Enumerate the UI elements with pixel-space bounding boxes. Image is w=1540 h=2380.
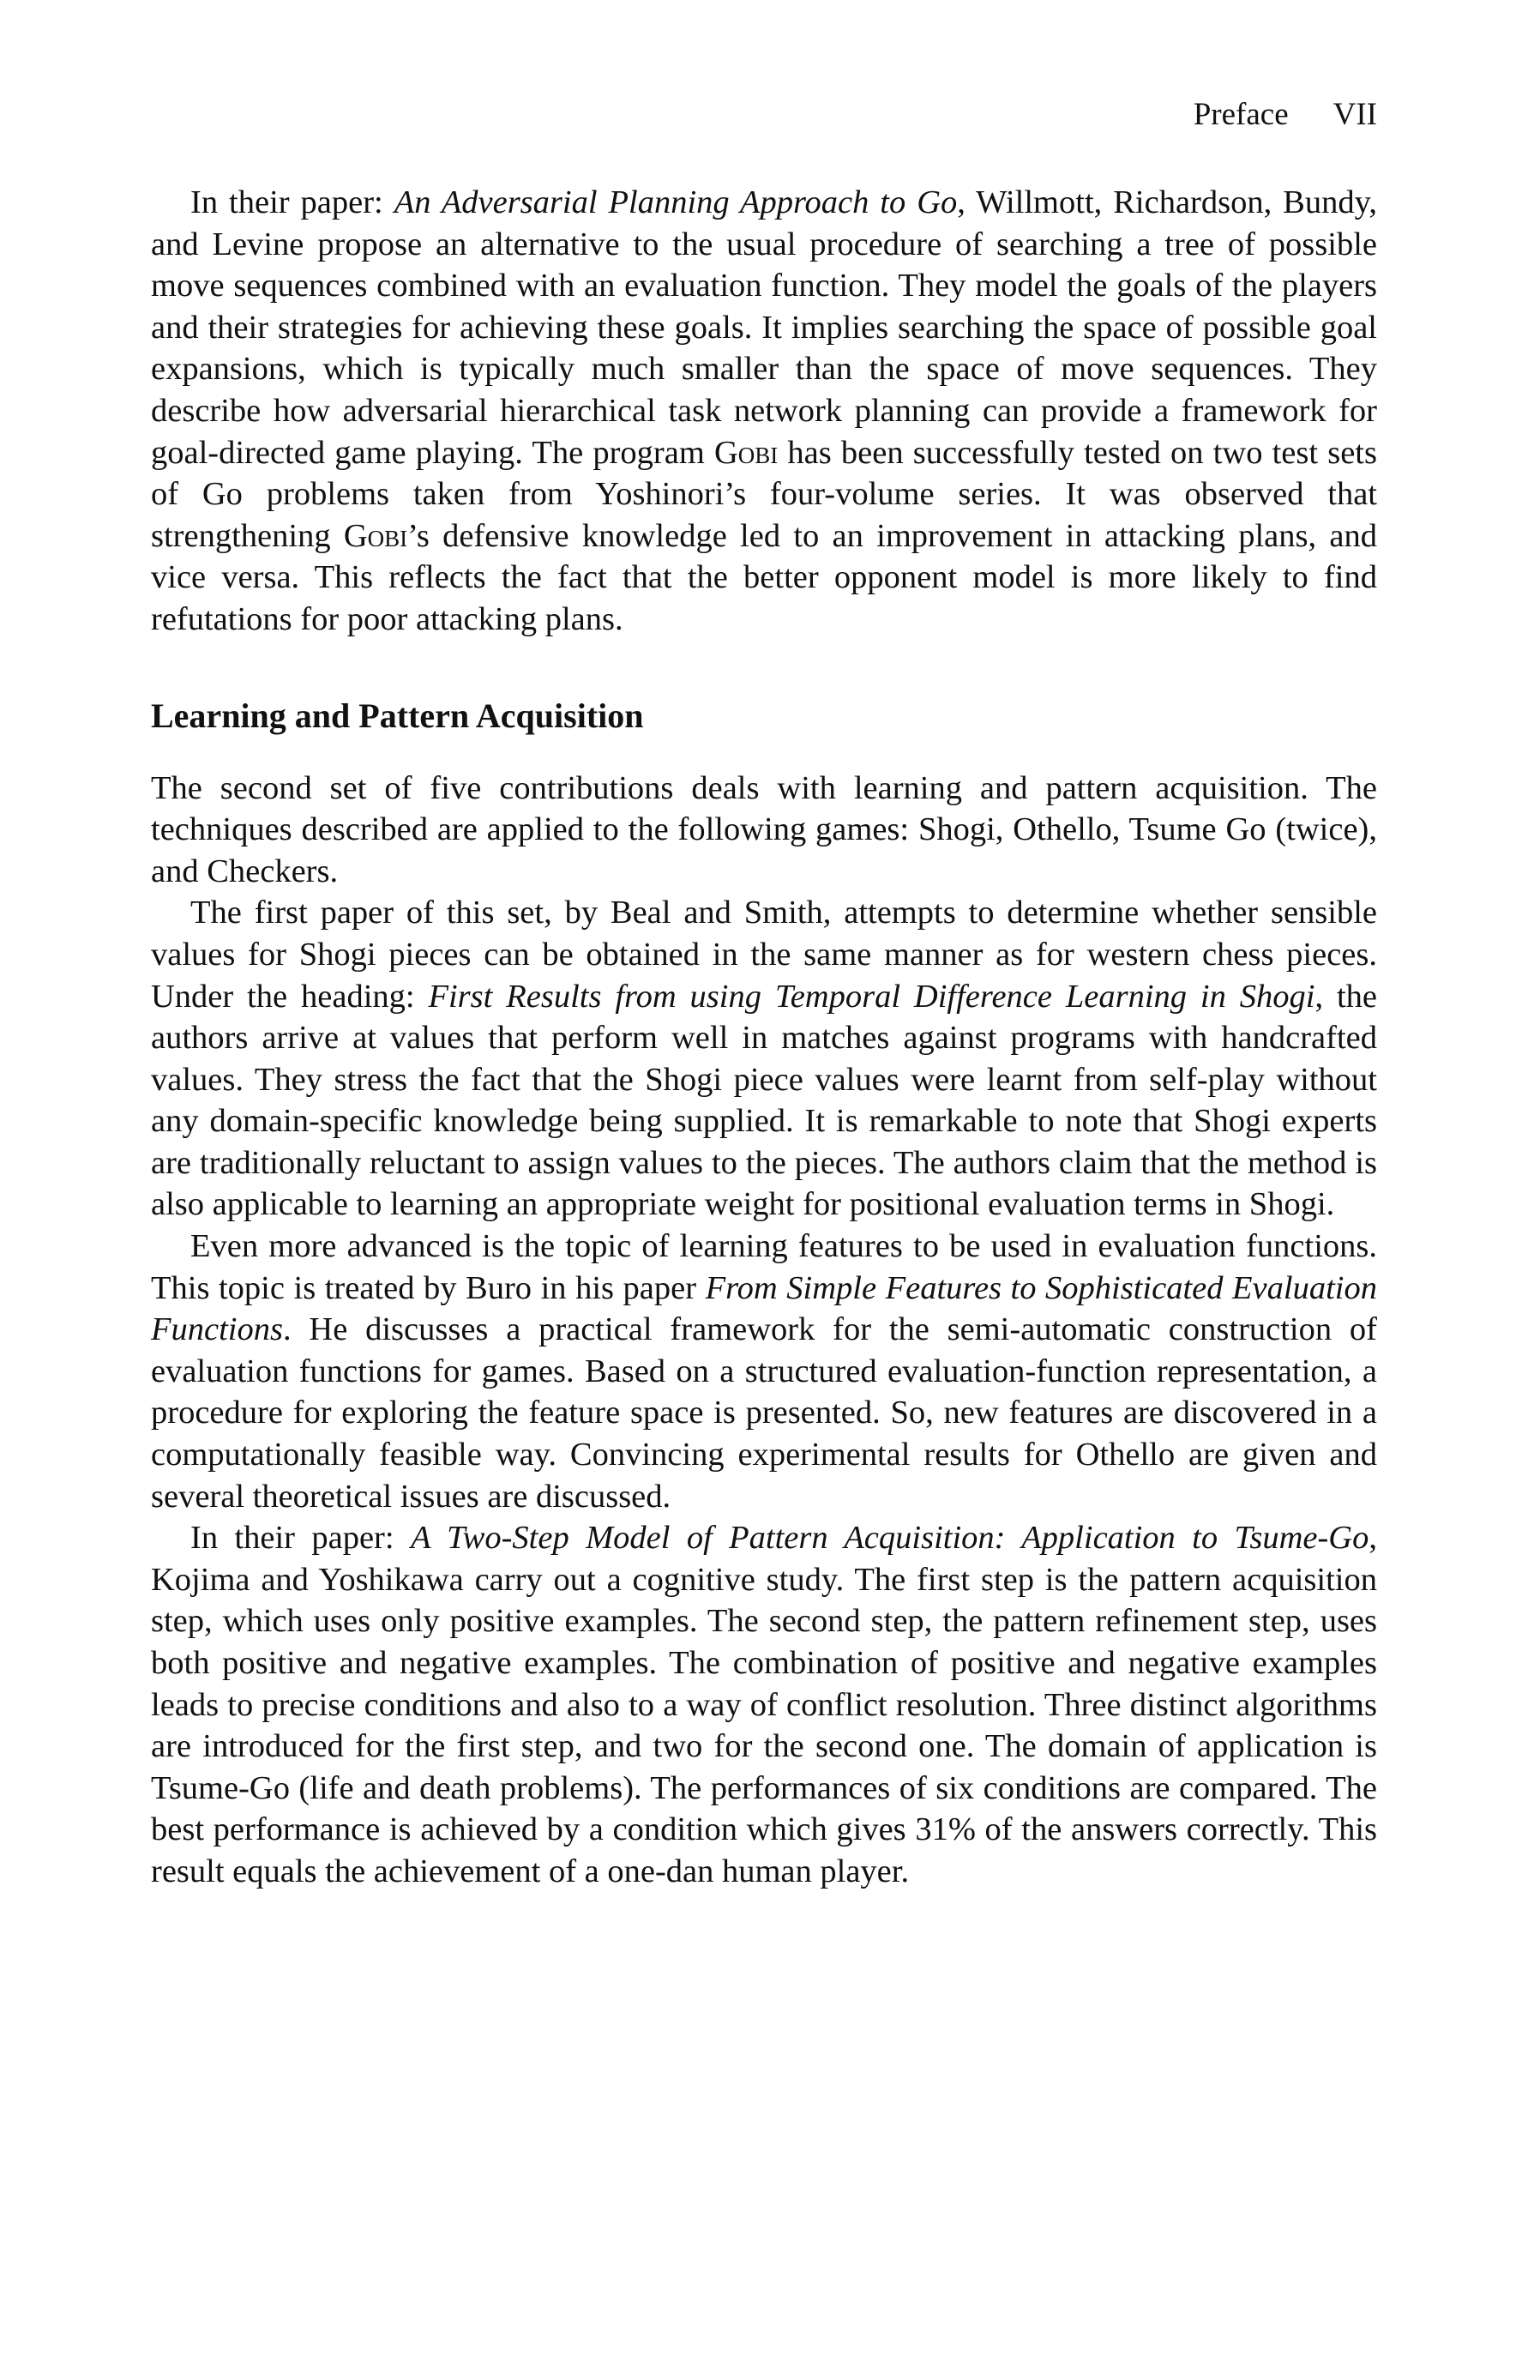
paragraph-text: , the authors arrive at values that perform well in matches against programs with handcrafted values. They stress the fact that the Shogi piece values were learnt from self-play without any domain-specific knowledge being supplied. It is remarkable to note that Shogi experts are traditionally reluctant to assign values to the pieces. The authors claim that the method is also applicable to learning an appropriate weight for positional evaluation terms in Shogi. xyxy=(151,978,1377,1223)
paragraph-text: has been successfully tested on two test sets of Go problems taken from Yoshinori’s four-volume series. It was observed that strengthening xyxy=(151,434,1377,554)
program-name: Gobi xyxy=(713,434,779,471)
program-name: Gobi xyxy=(343,517,408,554)
section-heading: Learning and Pattern Acquisition xyxy=(151,696,644,735)
paragraph-adversarial-planning xyxy=(151,182,1377,641)
paragraph-text: , Kojima and Yoshikawa carry out a cognitive study. The first step is the pattern acquisition step, which uses only positive examples. The second step, the pattern refinement step, uses both positive and negative examples. The combination of positive and negative examples leads to precise conditions and also to a way of conflict resolution. Three distinct algorithms are introduced for the first step, and two for the second one. The domain of application is Tsume-Go (life and death problems). The performances of six conditions are compared. The best performance is achieved by a condition which gives 31% of the answers correctly. This result equals the achievement of a one-dan human player. xyxy=(151,1520,1377,1889)
paragraph-section-intro xyxy=(151,768,1377,893)
paper-title: First Results from using Temporal Difference Learning in Shogi xyxy=(428,978,1315,1015)
paragraph-pattern-acquisition xyxy=(151,1517,1377,1892)
page-body xyxy=(151,182,1377,1893)
paragraph-shogi xyxy=(151,892,1377,1226)
paragraph-text: In their paper: xyxy=(190,184,394,220)
running-head xyxy=(1194,96,1377,134)
page-number: VII xyxy=(1332,97,1377,132)
running-head-section: Preface xyxy=(1193,97,1289,132)
paper-title: An Adversarial Planning Approach to Go xyxy=(394,184,958,220)
paragraph-text: ’s defensive knowledge led to an improvement in attacking plans, and vice versa. This reflects the fact that the better opponent model is more likely to find refutations for poor attacking plans. xyxy=(151,517,1377,637)
paragraph-text: . He discusses a practical framework for the semi-automatic construction of evaluation functions for games. Based on a structured evaluation-function representation, a procedure for exploring the feature space is presented. So, new features are discovered in a computationally feasible way. Convincing experimental results for Othello are given and several theoretical issues are discussed. xyxy=(151,1311,1377,1515)
paper-title: A Two-Step Model of Pattern Acquisition: Application to Tsume-Go xyxy=(410,1520,1369,1557)
paragraph-text: The first paper of this set, by Beal and Smith, attempts to determine whether sensible values for Shogi pieces can be obtained in the same manner as for western chess pieces. Under the heading: xyxy=(151,895,1377,1015)
paragraph-text: The second set of five contributions deals with learning and pattern acquisition. The techniques described are applied to the following games: Shogi, Othello, Tsume Go (twice), and Checkers. xyxy=(151,769,1377,889)
paper-title: From Simple Features to Sophisticated Evaluation Functions xyxy=(151,1269,1377,1348)
paragraph-evaluation-features xyxy=(151,1226,1377,1517)
paragraph-text: Even more advanced is the topic of learning features to be used in evaluation functions. This topic is treated by Buro in his paper xyxy=(151,1228,1377,1306)
paragraph-text: , Willmott, Richardson, Bundy, and Levine propose an alternative to the usual procedure of searching a tree of possible move sequences combined with an evaluation function. They model the goals of the players and their strategies for achieving these goals. It implies searching the space of possible goal expansions, which is typically much smaller than the space of move sequences. They describe how adversarial hierarchical task network planning can provide a framework for goal-directed game playing. The program xyxy=(151,184,1377,471)
paragraph-text: In their paper: xyxy=(190,1520,411,1557)
